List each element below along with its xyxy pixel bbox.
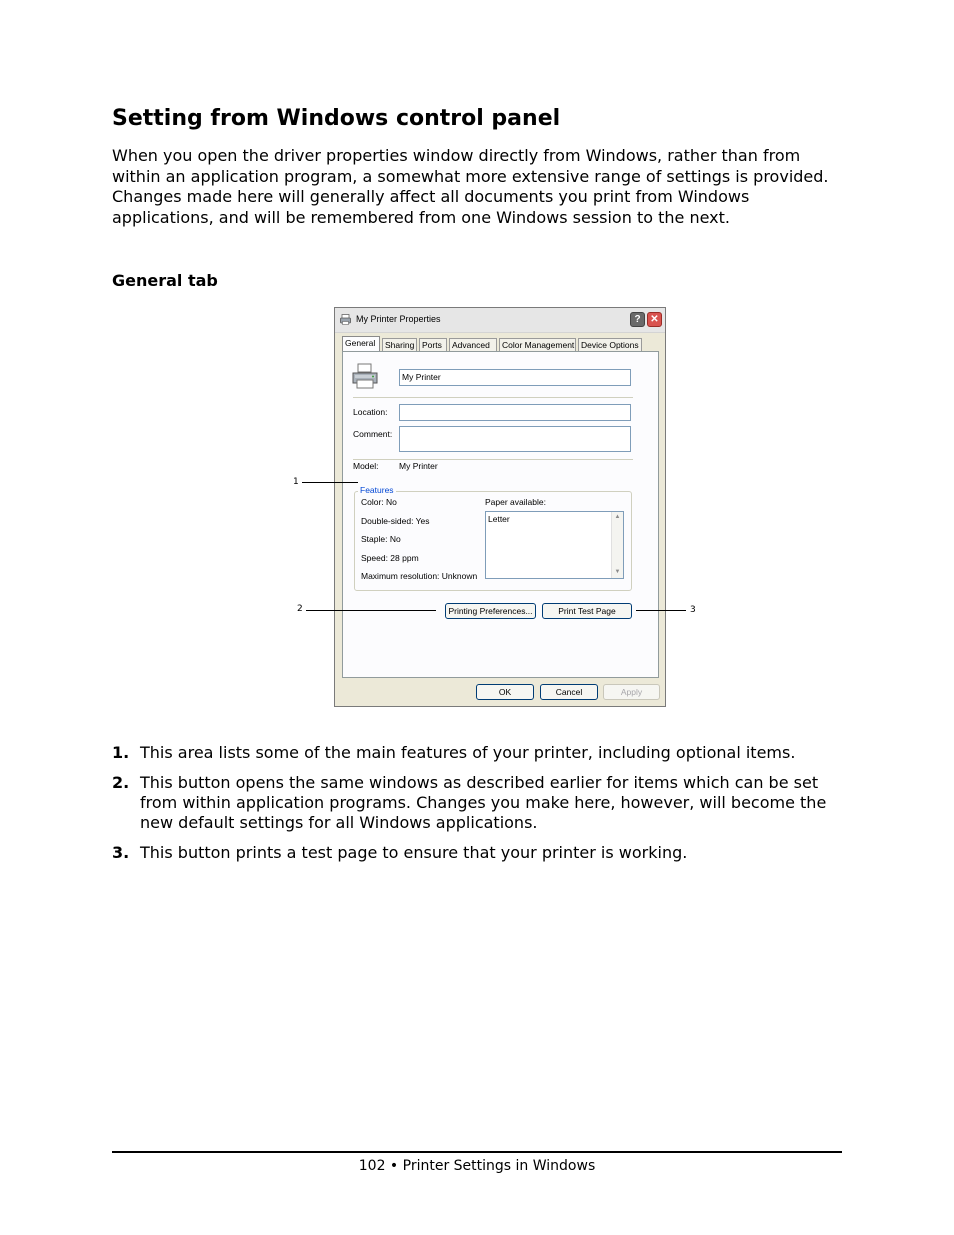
callout-number-3: 3 bbox=[690, 605, 696, 615]
tab-sharing[interactable]: Sharing bbox=[382, 338, 417, 351]
page-title: Setting from Windows control panel bbox=[112, 106, 561, 131]
model-value: My Printer bbox=[399, 461, 438, 471]
callout-line-3 bbox=[636, 610, 686, 611]
feature-double-sided: Double-sided: Yes bbox=[361, 516, 430, 526]
location-label: Location: bbox=[353, 407, 388, 417]
callout-line-1 bbox=[302, 482, 358, 483]
model-label: Model: bbox=[353, 461, 379, 471]
feature-staple: Staple: No bbox=[361, 534, 401, 544]
callout-number-1: 1 bbox=[293, 477, 299, 487]
comment-label: Comment: bbox=[353, 429, 393, 439]
tab-color-management[interactable]: Color Management bbox=[499, 338, 576, 351]
scroll-down-icon[interactable]: ▼ bbox=[614, 569, 621, 575]
cancel-button[interactable]: Cancel bbox=[540, 684, 598, 700]
printing-preferences-button[interactable]: Printing Preferences... bbox=[445, 603, 536, 619]
feature-color: Color: No bbox=[361, 497, 397, 507]
step-text: This button prints a test page to ensure that your printer is working. bbox=[140, 843, 688, 862]
step-number: 2. bbox=[112, 773, 130, 792]
printer-icon bbox=[340, 314, 351, 325]
paper-list-scrollbar[interactable] bbox=[611, 512, 623, 578]
list-item[interactable]: Letter bbox=[488, 514, 510, 524]
callout-number-2: 2 bbox=[297, 604, 303, 614]
tab-ports[interactable]: Ports bbox=[419, 338, 447, 351]
dialog-titlebar bbox=[335, 308, 665, 333]
comment-field[interactable] bbox=[399, 426, 631, 452]
page-footer: 102 • Printer Settings in Windows bbox=[358, 1158, 596, 1174]
separator bbox=[353, 397, 633, 398]
step-text: This button opens the same windows as described earlier for items which can be set from within application programs. Changes you make here, however, will become the new default settings for all Windows applications. bbox=[140, 773, 827, 832]
dialog-title: My Printer Properties bbox=[356, 314, 441, 324]
feature-speed: Speed: 28 ppm bbox=[361, 553, 419, 563]
printer-icon bbox=[351, 363, 379, 389]
general-tab-panel bbox=[342, 351, 659, 678]
printer-properties-dialog bbox=[334, 307, 666, 707]
list-item bbox=[112, 743, 852, 763]
section-subtitle: General tab bbox=[112, 271, 218, 290]
list-item bbox=[112, 843, 852, 863]
feature-max-resolution: Maximum resolution: Unknown bbox=[361, 571, 478, 581]
scroll-up-icon[interactable]: ▲ bbox=[614, 514, 621, 520]
tab-advanced[interactable]: Advanced bbox=[449, 338, 497, 351]
footer-rule bbox=[112, 1151, 842, 1153]
callout-line-2 bbox=[306, 610, 436, 611]
paper-available-label: Paper available: bbox=[485, 497, 546, 507]
intro-paragraph: When you open the driver properties window directly from Windows, rather than from within an application program, a somewhat more extensive range of settings is provided. Changes made here will generally affect all documents you print from Windows applications, and will be remembered from one Windows session to the next. bbox=[112, 146, 829, 227]
location-field[interactable] bbox=[399, 404, 631, 421]
ok-button[interactable]: OK bbox=[476, 684, 534, 700]
features-label: Features bbox=[360, 485, 394, 495]
close-button[interactable]: ✕ bbox=[647, 312, 662, 327]
help-button[interactable]: ? bbox=[630, 312, 645, 327]
print-test-page-button[interactable]: Print Test Page bbox=[542, 603, 632, 619]
tab-device-options[interactable]: Device Options bbox=[578, 338, 642, 351]
apply-button[interactable]: Apply bbox=[603, 684, 660, 700]
step-number: 1. bbox=[112, 743, 130, 762]
step-number: 3. bbox=[112, 843, 130, 862]
paper-list[interactable] bbox=[485, 511, 624, 579]
list-item bbox=[112, 773, 852, 833]
explanation-list bbox=[112, 743, 852, 873]
printer-name-field[interactable]: My Printer bbox=[399, 369, 631, 386]
separator bbox=[353, 459, 633, 460]
step-text: This area lists some of the main features of your printer, including optional items. bbox=[140, 743, 796, 762]
tab-general[interactable]: General bbox=[342, 336, 380, 352]
